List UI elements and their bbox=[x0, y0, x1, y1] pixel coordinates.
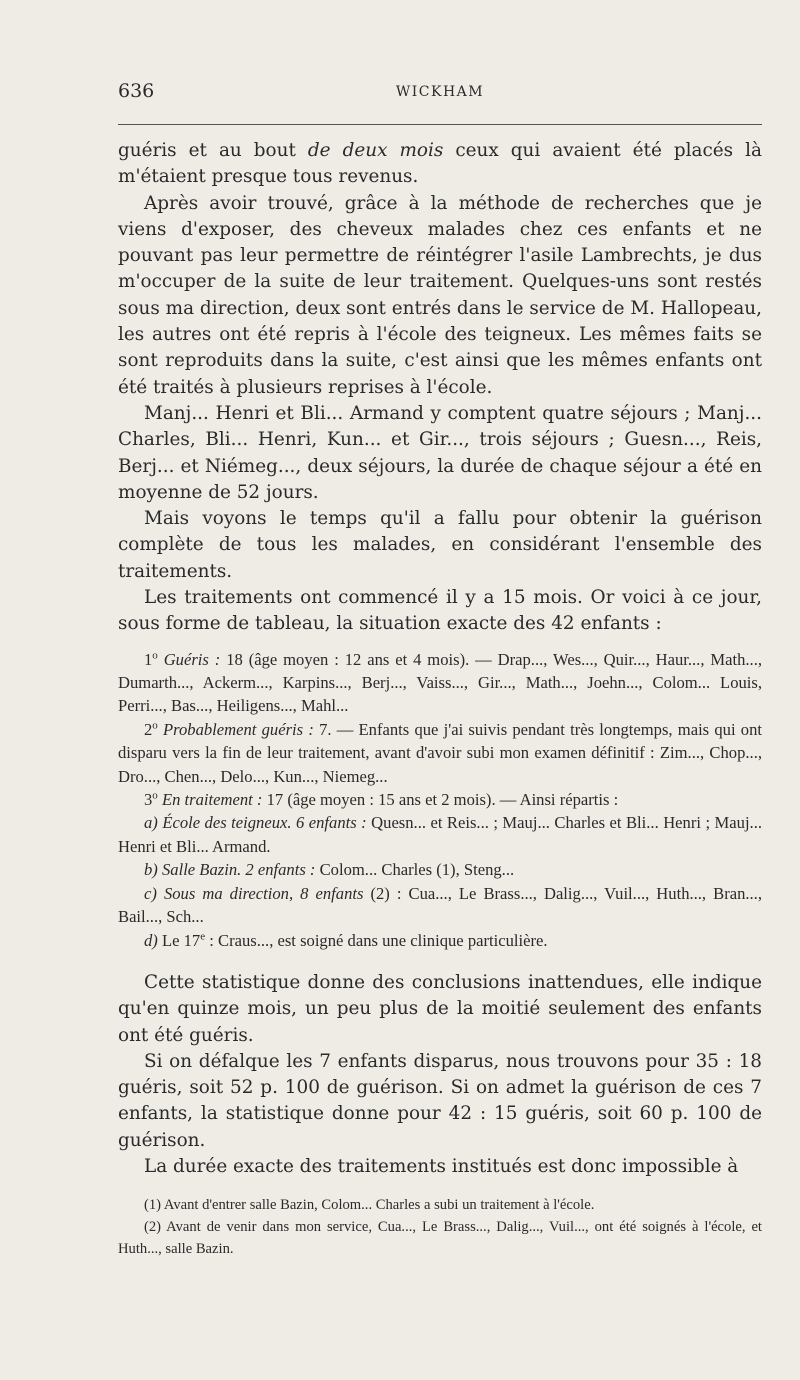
page-header bbox=[118, 80, 762, 110]
paragraph-4: Mais voyons le temps qu'il a fallu pour obtenir la guérison complète de tous les malades, en considérant l'ensemble des traitements. bbox=[118, 508, 762, 582]
page-body bbox=[118, 138, 762, 1260]
paragraph-8: La durée exacte des traitements institués est donc impossible à bbox=[144, 1156, 739, 1177]
sublist-item-a: a) École des teigneux. 6 enfants : Quesn... et Reis... ; Mauj... Charles et Bli... Henri ; Mauj... Henri et Bli... Armand. bbox=[118, 813, 763, 856]
paragraph-1: guéris et au bout de deux mois ceux qui avaient été placés là m'étaient presque tous revenus. bbox=[118, 140, 762, 188]
paragraph-3: Manj... Henri et Bli... Armand y comptent quatre séjours ; Manj... Charles, Bli... Henri, Kun... et Gir..., trois séjours ; Guesn..., Reis, Berj... et Niémeg..., deux séjours, la durée de chaque séjour a été en moyenne de 52 jours. bbox=[118, 402, 762, 503]
sublist-item-d: d) Le 17e : Craus..., est soigné dans une clinique particulière. bbox=[144, 929, 548, 950]
footnote-1: (1) Avant d'entrer salle Bazin, Colom... Charles a subi un traitement à l'école. bbox=[144, 1197, 595, 1214]
sublist-item-b: b) Salle Bazin. 2 enfants : Colom... Charles (1), Steng... bbox=[144, 860, 515, 880]
list-item-in-treatment: 3$^o$ En traitement : 17 (âge moyen : 15 ans et 2 mois). — Ainsi répartis : bbox=[144, 789, 619, 810]
paragraph-5: Les traitements ont commencé il y a 15 mois. Or voici à ce jour, sous forme de tableau, la situation exacte des 42 enfants : bbox=[118, 587, 762, 635]
sublist-item-c: c) Sous ma direction, 8 enfants (2) : Cua..., Le Brass..., Dalig..., Vuil..., Huth..., Bran..., Bail..., Sch... bbox=[118, 883, 762, 927]
status-list bbox=[118, 648, 762, 952]
list-item-cured: 1$^o$ Guéris : 18 (âge moyen : 12 ans et 4 mois). — Drap..., Wes..., Quir..., Haur..., Math..., Dumarth..., Ackerm..., Karpins..., Berj..., Vaiss..., Gir..., Math..., Joehn..., Colom... Louis, Perri..., Bas..., Heiligens..., Mahl... bbox=[118, 649, 762, 716]
header-rule bbox=[118, 124, 762, 125]
footnotes bbox=[118, 1194, 762, 1260]
footnote-2: (2) Avant de venir dans mon service, Cua..., Le Brass..., Dalig..., Vuil..., ont été soignés à l'école, et Huth..., salle Bazin. bbox=[118, 1219, 762, 1258]
running-title: WICKHAM bbox=[395, 84, 485, 100]
page-number: 636 bbox=[118, 80, 155, 102]
paragraph-6: Cette statistique donne des conclusions inattendues, elle indique qu'en quinze mois, un peu plus de la moitié seulement des enfants ont été guéris. bbox=[118, 971, 762, 1046]
paragraph-7: Si on défalque les 7 enfants disparus, nous trouvons pour 35 : 18 guéris, soit 52 p. 100 de guérison. Si on admet la guérison de ces 7 enfants, la statistique donne pour 42 : 15 guéris, soit 60 p. 100 de guérison. bbox=[118, 1050, 762, 1151]
paragraph-2: Après avoir trouvé, grâce à la méthode de recherches que je viens d'exposer, des cheveux malades chez ces enfants et ne pouvant pas leur permettre de réintégrer l'asile Lambrechts, je dus m'occuper de la suite de leur traitement. Quelques-uns sont restés sous ma direction, deux sont entrés dans le service de M. Hallopeau, les autres ont été repris à l'école des teigneux. Les mêmes faits se sont reproduits dans la suite, c'est ainsi que les mêmes enfants ont été traités à plusieurs reprises à l'école. bbox=[118, 192, 762, 398]
list-item-probably-cured: 2$^o$ Probablement guéris : 7. — Enfants que j'ai suivis pendant très longtemps, mais qui ont disparu vers la fin de leur traitement, avant d'avoir subi mon examen définitif : Zim..., Chop..., Dro..., Chen..., Delo..., Kun..., Niemeg... bbox=[118, 719, 762, 786]
conclusion-section bbox=[118, 970, 762, 1180]
